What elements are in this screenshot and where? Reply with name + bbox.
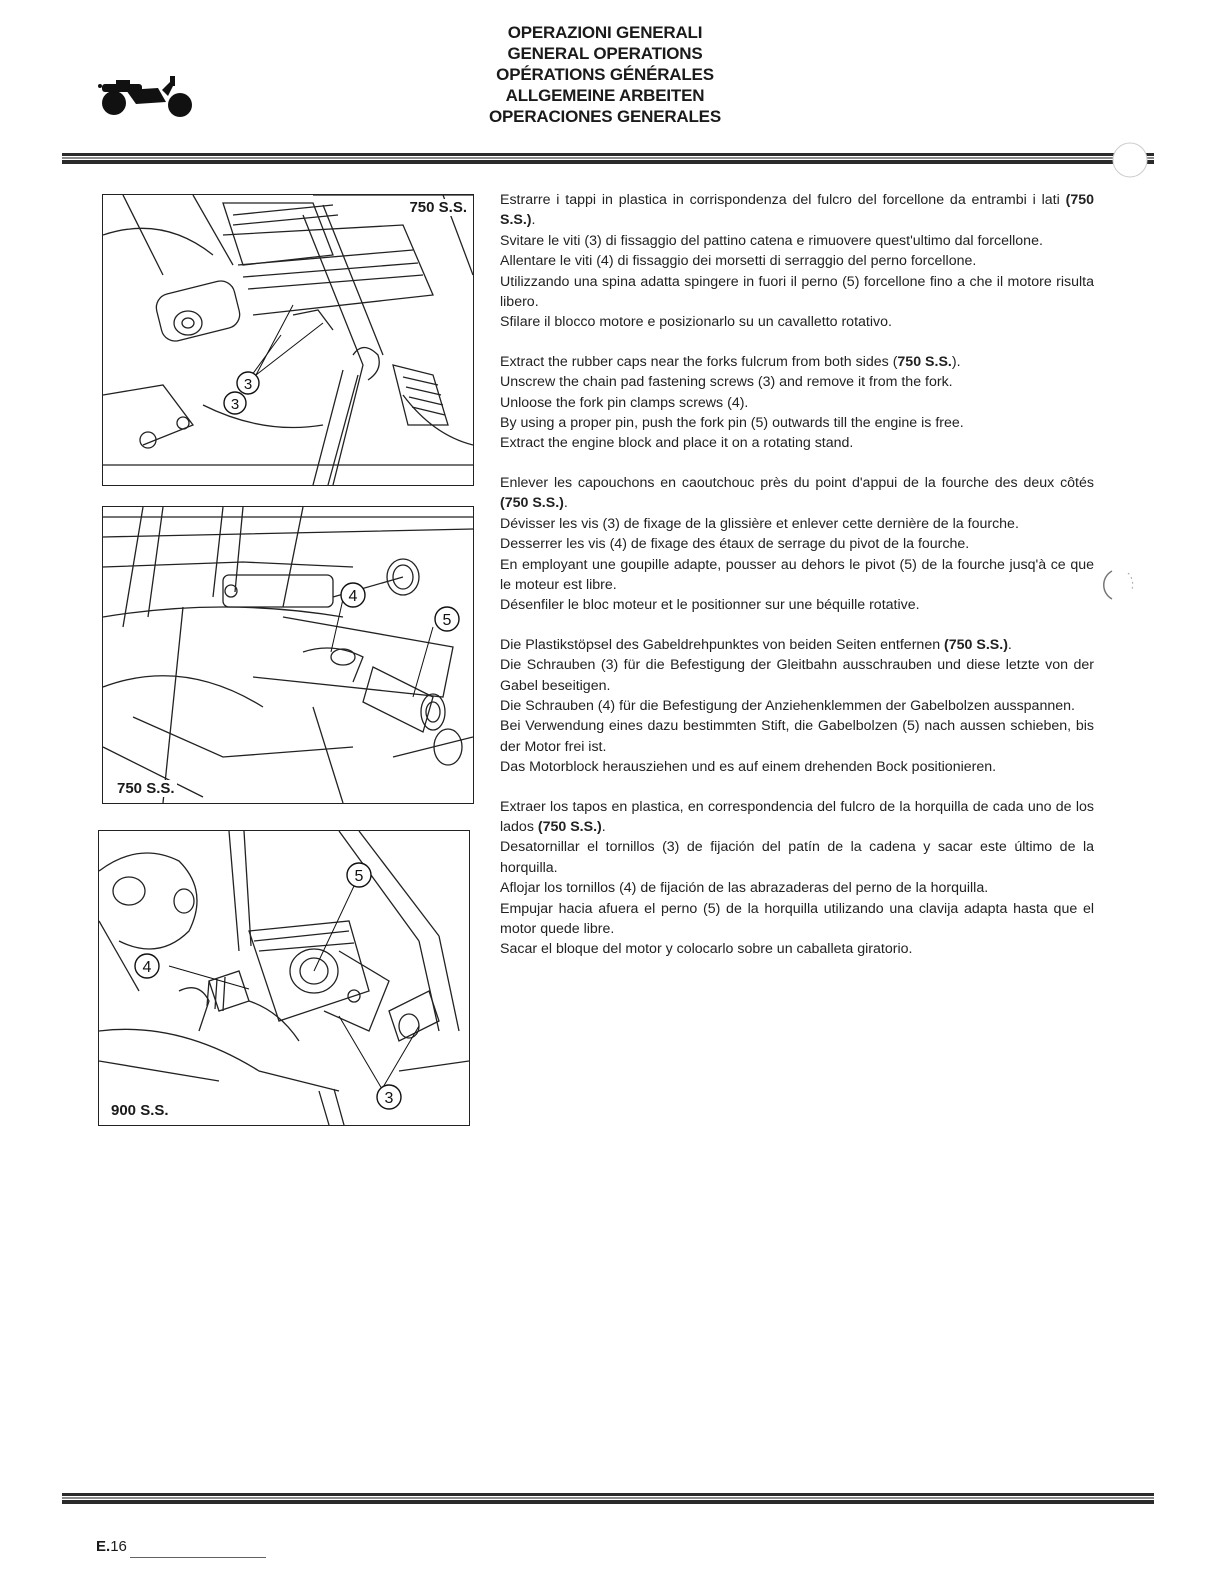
- title-fr: OPÉRATIONS GÉNÉRALES: [496, 65, 714, 84]
- callout-3: 3: [384, 1090, 394, 1107]
- figure-750ss-fork-pin: [102, 506, 474, 804]
- paragraph: Utilizzando una spina adatta spingere in fuori il perno (5) forcellone fino a che il motore risulta libero.: [500, 273, 1094, 311]
- section-spanish: [500, 797, 1094, 960]
- paragraph: Enlever les capouchons en caoutchouc près du point d'appui de la fourche des deux côtés (750 S.S.).: [500, 474, 1094, 512]
- paragraph: Unloose the fork pin clamps screws (4).: [500, 394, 749, 411]
- paragraph: Aflojar los tornillos (4) de fijación de las abrazaderas del perno de la horquilla.: [500, 880, 989, 897]
- paragraph: Désenfiler le bloc moteur et le positionner sur une béquille rotative.: [500, 597, 920, 614]
- paragraph: Svitare le viti (3) di fissaggio del pattino catena e rimuovere quest'ultimo dal forcellone.: [500, 232, 1043, 249]
- paragraph: Desserrer les vis (4) de fixage des étaux de serrage du pivot de la fourche.: [500, 536, 970, 553]
- section-german: [500, 635, 1094, 778]
- figure-caption: 900 S.S.: [111, 1102, 169, 1119]
- callout-3: 3: [230, 396, 240, 413]
- paragraph: Die Schrauben (4) für die Befestigung der Anziehenklemmen der Gabelbolzen ausspannen.: [500, 697, 1075, 714]
- page-number: E.16: [96, 1538, 127, 1555]
- paragraph: Die Plastikstöpsel des Gabeldrehpunktes von beiden Seiten entfernen (750 S.S.).: [500, 636, 1012, 653]
- section-italian: [500, 190, 1094, 333]
- paragraph: Extract the engine block and place it on a rotating stand.: [500, 435, 854, 452]
- callout-3: 3: [243, 376, 253, 393]
- title-es: OPERACIONES GENERALES: [489, 107, 721, 126]
- figure-caption: 750 S.S.: [409, 199, 467, 216]
- footer-divider: [62, 1492, 1154, 1504]
- paragraph: By using a proper pin, push the fork pin (5) outwards till the engine is free.: [500, 415, 964, 432]
- figure-750ss-chain-pad: [102, 194, 474, 486]
- figure-caption: 750 S.S.: [117, 780, 175, 797]
- binder-hole-mark: [1110, 140, 1150, 185]
- callout-4: 4: [348, 588, 358, 605]
- section-french: [500, 473, 1094, 616]
- paragraph: Extraer los tapos en plastica, en correspondencia del fulcro de la horquilla de cada uno de los lados (750 S.S.).: [500, 798, 1094, 835]
- paragraph: Das Motorblock herausziehen und es auf einem drehenden Bock positionieren.: [500, 759, 997, 776]
- paragraph: Extract the rubber caps near the forks fulcrum from both sides (750 S.S.).: [500, 353, 961, 370]
- paragraph: Allentare le viti (4) di fissaggio dei morsetti di serraggio del perno forcellone.: [500, 253, 977, 270]
- paragraph: Desatornillar el tornillos (3) de fijación del patín de la cadena y sacar este último de la horquilla.: [500, 839, 1094, 876]
- motorcycle-logo-icon: [96, 72, 196, 122]
- paragraph: Bei Verwendung eines dazu bestimmten Stift, die Gabelbolzen (5) nach aussen schieben, bis der Motor frei ist.: [500, 718, 1094, 755]
- paragraph: Sfilare il blocco motore e posizionarlo su un cavalletto rotativo.: [500, 314, 892, 331]
- header-divider: [62, 152, 1154, 164]
- figure-900ss-fork-pin: [98, 830, 470, 1126]
- page-number-underline: [130, 1557, 266, 1558]
- paragraph: Die Schrauben (3) für die Befestigung der Gleitbahn ausschrauben und diese letzte von der Gabel beseitigen.: [500, 657, 1094, 694]
- callout-4: 4: [142, 959, 152, 976]
- section-english: [500, 352, 1094, 454]
- paragraph: Dévisser les vis (3) de fixage de la glissière et enlever cette dernière de la fourche.: [500, 515, 1019, 532]
- paragraph: Unscrew the chain pad fastening screws (3) and remove it from the fork.: [500, 374, 953, 391]
- callout-5: 5: [354, 868, 364, 885]
- paragraph: En employant une goupille adapte, pousser au dehors le pivot (5) de la fourche jusq'à ce que le moteur est libre.: [500, 556, 1094, 593]
- paragraph: Sacar el bloque del motor y colocarlo sobre un caballeta giratorio.: [500, 941, 913, 958]
- title-de: ALLGEMEINE ARBEITEN: [505, 86, 705, 105]
- instructions-text: [500, 190, 1094, 979]
- title-it: OPERAZIONI GENERALI: [507, 23, 703, 42]
- page-title: [400, 22, 810, 127]
- binder-hole-mark: [1098, 565, 1138, 610]
- paragraph: Empujar hacia afuera el perno (5) de la horquilla utilizando una clavija adapta hasta que el motor quede libre.: [500, 900, 1094, 937]
- callout-5: 5: [442, 612, 452, 629]
- title-en: GENERAL OPERATIONS: [507, 44, 703, 63]
- paragraph: Estrarre i tappi in plastica in corrispondenza del fulcro del forcellone da entrambi i lati (750 S.S.).: [500, 192, 1095, 229]
